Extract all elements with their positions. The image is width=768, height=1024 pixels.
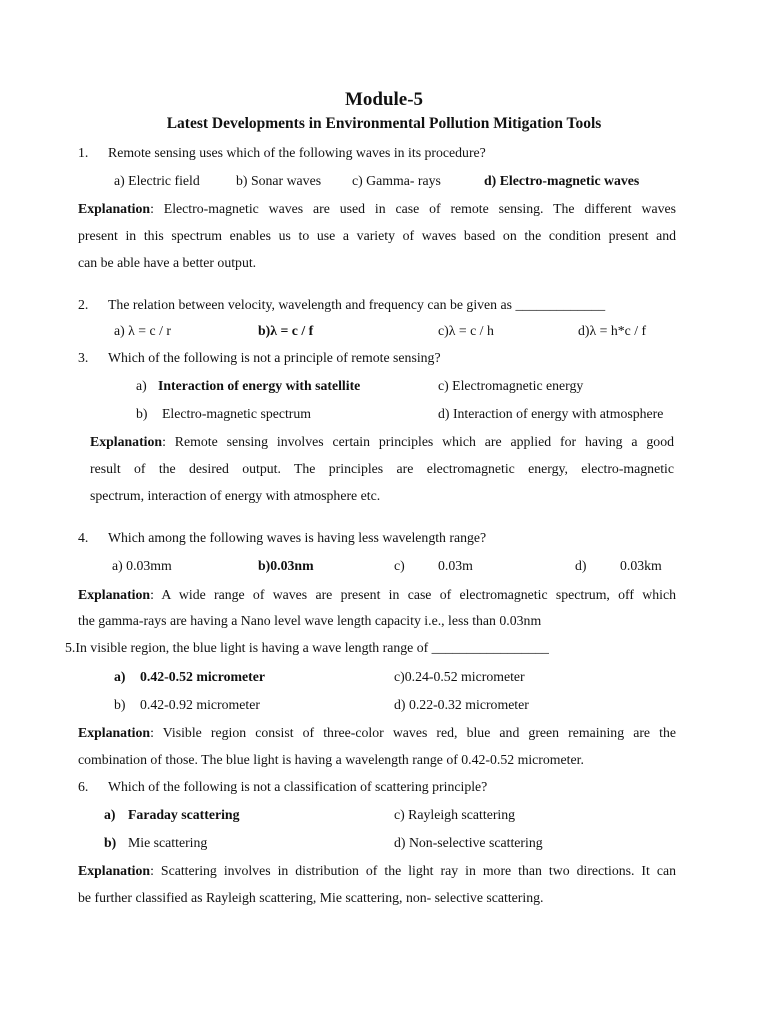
option-b: Mie scattering bbox=[128, 835, 208, 850]
option-d-correct: d) Electro-magnetic waves bbox=[484, 173, 640, 188]
option-c: c) Gamma- rays bbox=[352, 173, 441, 188]
explanation-text: : Scattering involves in distribution of the light ray in more than two directions. It can bbox=[150, 863, 676, 878]
option-a-label: a) bbox=[114, 669, 126, 684]
question-number: 2. bbox=[78, 297, 89, 312]
option-b-label: b) bbox=[114, 697, 126, 712]
option-c: c)0.24-0.52 micrometer bbox=[394, 669, 525, 684]
option-b: b) Sonar waves bbox=[236, 173, 322, 188]
option-a: a) λ = c / r bbox=[114, 323, 171, 338]
option-c-label: c) bbox=[394, 558, 405, 573]
option-a-label: a) bbox=[136, 378, 147, 393]
question-text: 5.In visible region, the blue light is having a wave length range of _________________ bbox=[65, 640, 549, 655]
question-number: 6. bbox=[78, 779, 89, 794]
option-c: c) Rayleigh scattering bbox=[394, 807, 516, 822]
option-b-label: b) bbox=[104, 835, 117, 850]
explanation-label: Explanation bbox=[78, 725, 151, 740]
option-d: d) 0.22-0.32 micrometer bbox=[394, 697, 529, 712]
explanation-label: Explanation bbox=[78, 587, 151, 602]
explanation-line: combination of those. The blue light is having a wavelength range of 0.42-0.52 micrometer. bbox=[78, 752, 584, 767]
option-d: d)λ = h*c / f bbox=[578, 323, 647, 338]
option-d: 0.03km bbox=[620, 558, 662, 573]
explanation-label: Explanation bbox=[90, 434, 163, 449]
option-a: a) Electric field bbox=[114, 173, 200, 188]
option-b-correct: b)λ = c / f bbox=[258, 323, 314, 338]
explanation-line: the gamma-rays are having a Nano level wave length capacity i.e., less than 0.03nm bbox=[78, 613, 542, 628]
option-b: Electro-magnetic spectrum bbox=[162, 406, 312, 421]
question-text: Remote sensing uses which of the following waves in its procedure? bbox=[108, 145, 486, 160]
explanation-label: Explanation bbox=[78, 863, 151, 878]
explanation-line: can be able have a better output. bbox=[78, 255, 257, 270]
option-a-correct: Faraday scattering bbox=[128, 807, 240, 822]
option-b-label: b) bbox=[136, 406, 148, 421]
explanation-line: be further classified as Rayleigh scattering, Mie scattering, non- selective scattering. bbox=[78, 890, 544, 905]
explanation-text: : Electro-magnetic waves are used in case of remote sensing. The different waves bbox=[150, 201, 676, 216]
question-number: 4. bbox=[78, 530, 89, 545]
option-b-correct: b)0.03nm bbox=[258, 558, 314, 573]
option-c: c)λ = c / h bbox=[438, 323, 494, 338]
question-number: 3. bbox=[78, 350, 89, 365]
option-c: c) Electromagnetic energy bbox=[438, 378, 584, 393]
option-d: d) Interaction of energy with atmosphere bbox=[438, 406, 664, 421]
explanation-text: : Visible region consist of three-color waves red, blue and green remaining are the bbox=[150, 725, 676, 740]
module-title: Module-5 bbox=[344, 89, 424, 110]
question-number: 1. bbox=[78, 145, 89, 160]
explanation-line: result of the desired output. The principles are electromagnetic energy, electro-magnetic bbox=[90, 461, 674, 476]
question-text: Which among the following waves is having less wavelength range? bbox=[108, 530, 487, 545]
explanation-line: present in this spectrum enables us to use a variety of waves based on the condition present and bbox=[78, 228, 676, 243]
explanation-line: spectrum, interaction of energy with atmosphere etc. bbox=[90, 488, 381, 503]
option-a-correct: Interaction of energy with satellite bbox=[158, 378, 361, 393]
explanation-label: Explanation bbox=[78, 201, 151, 216]
option-d: d) Non-selective scattering bbox=[394, 835, 543, 850]
option-a-correct: 0.42-0.52 micrometer bbox=[140, 669, 266, 684]
question-text: Which of the following is not a classification of scattering principle? bbox=[108, 779, 488, 794]
explanation-text: : A wide range of waves are present in case of electromagnetic spectrum, off which bbox=[150, 587, 676, 602]
question-text: The relation between velocity, wavelength and frequency can be given as _____________ bbox=[108, 297, 606, 312]
option-b: 0.42-0.92 micrometer bbox=[140, 697, 260, 712]
explanation-text: : Remote sensing involves certain principles which are applied for having a good bbox=[162, 434, 674, 449]
option-a-label: a) bbox=[104, 807, 116, 822]
subtitle: Latest Developments in Environmental Pollution Mitigation Tools bbox=[166, 115, 602, 132]
option-d-label: d) bbox=[575, 558, 587, 573]
question-text: Which of the following is not a principle of remote sensing? bbox=[108, 350, 441, 365]
option-c: 0.03m bbox=[438, 558, 473, 573]
option-a: a) 0.03mm bbox=[112, 558, 172, 573]
